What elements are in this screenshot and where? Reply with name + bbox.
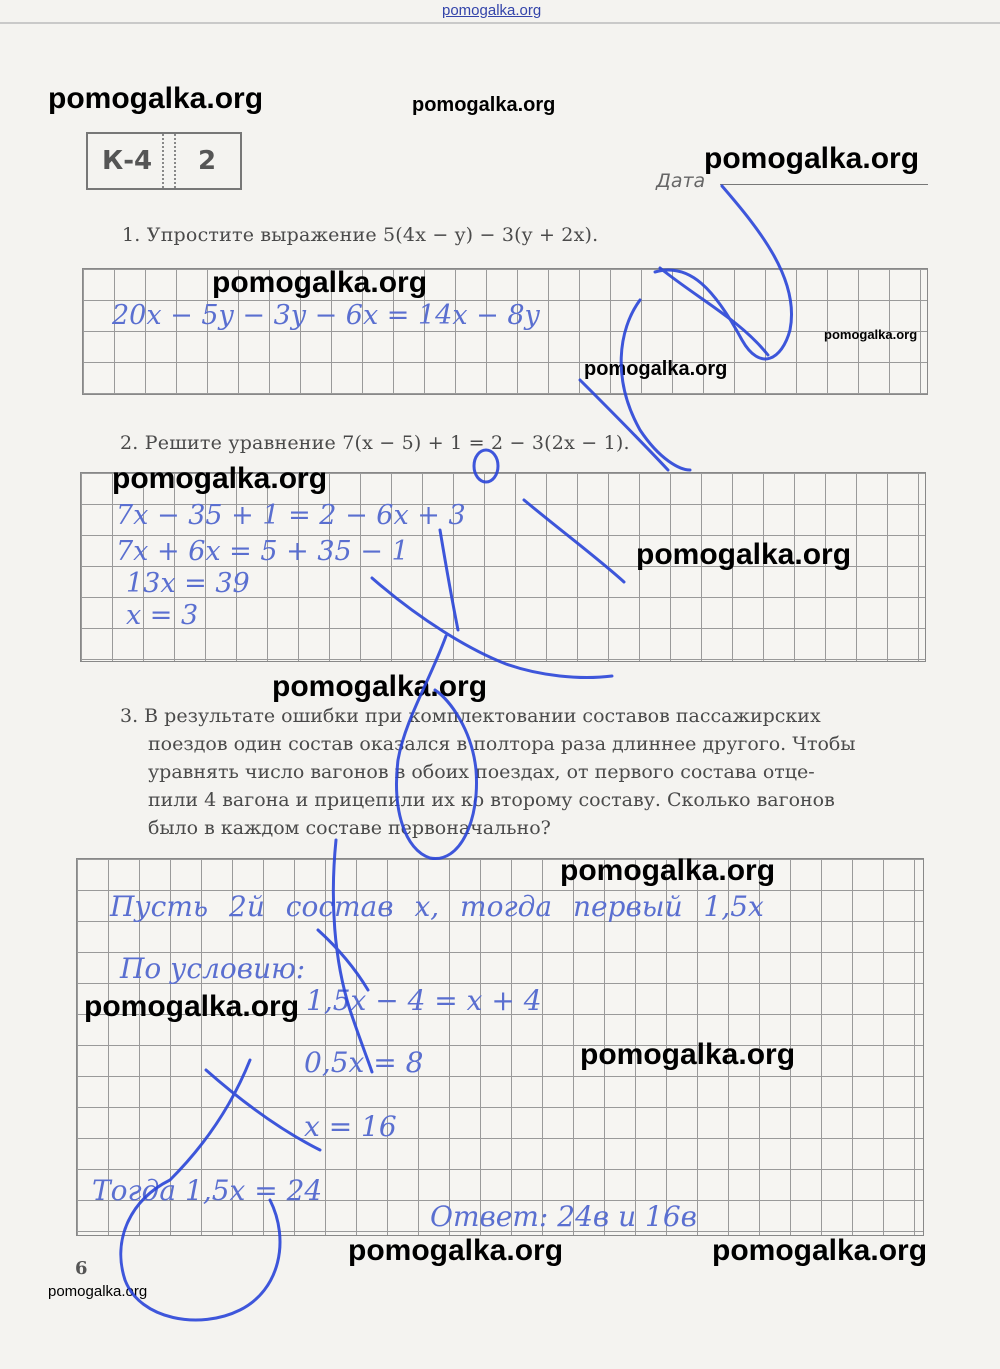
watermark: pomogalka.org [48, 1283, 148, 1300]
variant-label: К-4 [102, 146, 153, 176]
answer-3-line: Тогда 1,5x = 24 [92, 1174, 323, 1207]
watermark: pomogalka.org [824, 327, 918, 342]
mark-stroke [474, 450, 498, 482]
watermark: pomogalka.org [212, 266, 428, 299]
watermark: pomogalka.org [580, 1038, 796, 1071]
mark-stroke [206, 1070, 320, 1150]
task-3-line: уравнять число вагонов в обоих поездах, от первого состава отце- [148, 761, 815, 783]
answer-2-line: x = 3 [126, 600, 199, 631]
watermark: pomogalka.org [412, 94, 556, 116]
answer-3-line: Пусть 2й состав x, тогда первый 1,5x [110, 890, 764, 923]
mark-stroke [655, 186, 792, 359]
answer-3-final: Ответ: 24в и 16в [430, 1200, 697, 1233]
mark-stroke [524, 500, 624, 582]
watermark-top[interactable]: pomogalka.org [442, 2, 542, 19]
mark-stroke [121, 1060, 280, 1320]
mark-stroke [397, 636, 477, 859]
mark-stroke [440, 530, 458, 630]
answer-3-line: 1,5x − 4 = x + 4 [306, 984, 542, 1017]
watermark: pomogalka.org [272, 670, 488, 703]
watermark: pomogalka.org [584, 358, 728, 380]
answer-2-line: 7x + 6x = 5 + 35 − 1 [116, 536, 409, 567]
answer-2-line: 7x − 35 + 1 = 2 − 6x + 3 [116, 500, 466, 531]
watermark: pomogalka.org [636, 538, 852, 571]
variant-number: 2 [198, 146, 217, 176]
page-number: 6 [75, 1258, 88, 1279]
watermark: pomogalka.org [112, 462, 328, 495]
watermark: pomogalka.org [712, 1234, 928, 1267]
answer-2-line: 13x = 39 [126, 568, 250, 599]
task-3-line: 3. В результате ошибки при комплектовании составов пассажирских [120, 705, 821, 727]
answer-3-line: x = 16 [304, 1110, 397, 1143]
answer-1: 20x − 5y − 3y − 6x = 14x − 8y [112, 300, 540, 331]
mark-stroke [621, 300, 690, 470]
mark-stroke [333, 840, 372, 1072]
watermark: pomogalka.org [348, 1234, 564, 1267]
mark-stroke [660, 268, 768, 355]
answer-3-line: 0,5x = 8 [304, 1046, 424, 1079]
task-2-text: 2. Решите уравнение 7(x − 5) + 1 = 2 − 3(2x − 1). [120, 432, 630, 454]
task-3-line: было в каждом составе первоначально? [148, 817, 551, 839]
watermark: pomogalka.org [48, 82, 264, 115]
answer-3-line: По условию: [120, 952, 306, 985]
task-3-line: пили 4 вагона и прицепили их ко второму составу. Сколько вагонов [148, 789, 835, 811]
watermark: pomogalka.org [84, 990, 300, 1023]
watermark: pomogalka.org [704, 142, 920, 175]
task-1-text: 1. Упростите выражение 5(4x − y) − 3(y + 2x). [122, 224, 599, 246]
task-3-line: поездов один состав оказался в полтора раза длиннее другого. Чтобы [148, 733, 856, 755]
date-label: Дата [656, 170, 706, 192]
mark-stroke [372, 578, 612, 678]
watermark: pomogalka.org [560, 854, 776, 887]
